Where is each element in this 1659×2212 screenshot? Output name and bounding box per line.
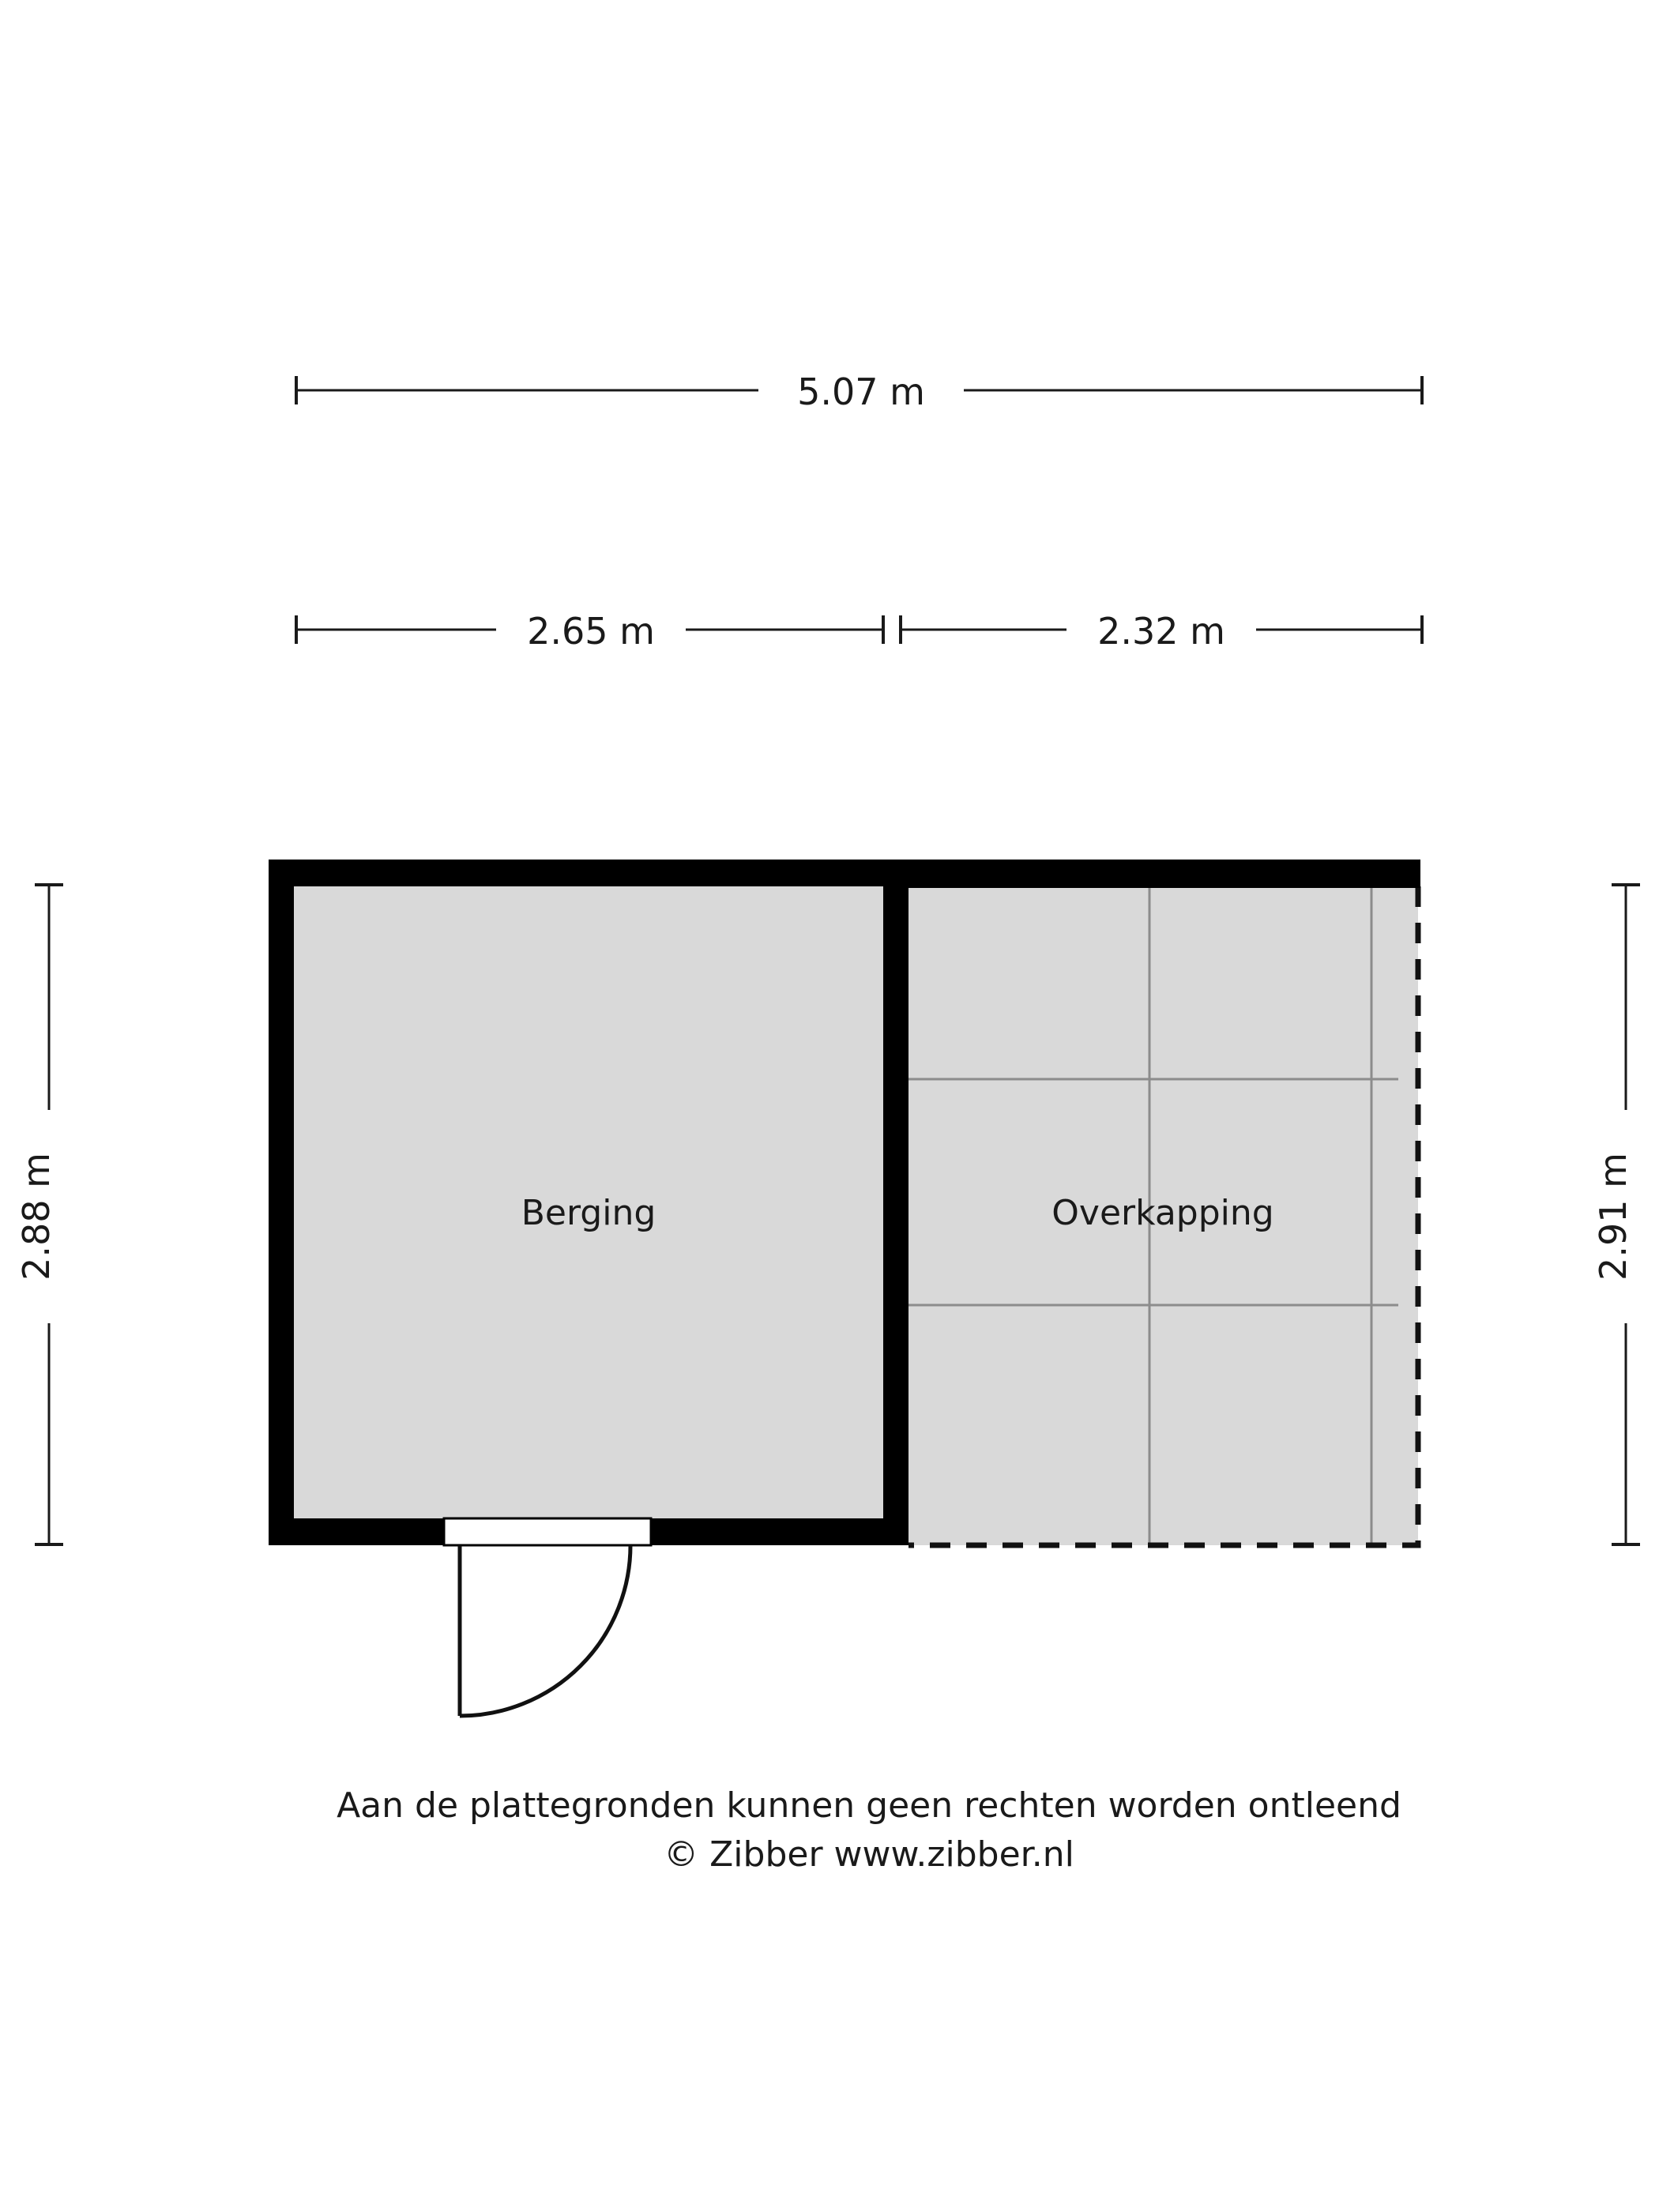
dimension-top-right-segment: [901, 604, 1422, 656]
dimension-top-right-segment-label: 2.32 m: [1097, 610, 1225, 653]
dimension-top-left-segment-label: 2.65 m: [527, 610, 655, 653]
door-opening: [444, 1518, 651, 1545]
dimension-right-height: [1592, 885, 1653, 1544]
dimension-left-height: [15, 885, 76, 1544]
footer-copyright: © Zibber www.zibber.nl: [664, 1834, 1074, 1875]
dimension-left-height-label: 2.88 m: [15, 1153, 58, 1281]
overkapping-label: Overkapping: [1051, 1193, 1274, 1233]
door-swing: [444, 1518, 651, 1716]
dimension-top-overall-label: 5.07 m: [797, 371, 925, 413]
dimension-top-left-segment: [296, 604, 883, 656]
room-berging: [269, 860, 908, 1545]
dimension-top-overall: [296, 365, 1422, 417]
berging-label: Berging: [521, 1193, 656, 1233]
door-arc: [460, 1545, 630, 1716]
dimension-right-height-label: 2.91 m: [1592, 1153, 1635, 1281]
canopy-top-wall: [883, 860, 1420, 888]
footer-disclaimer: Aan de plattegronden kunnen geen rechten worden ontleend: [337, 1785, 1401, 1826]
room-overkapping: [908, 860, 1418, 1545]
